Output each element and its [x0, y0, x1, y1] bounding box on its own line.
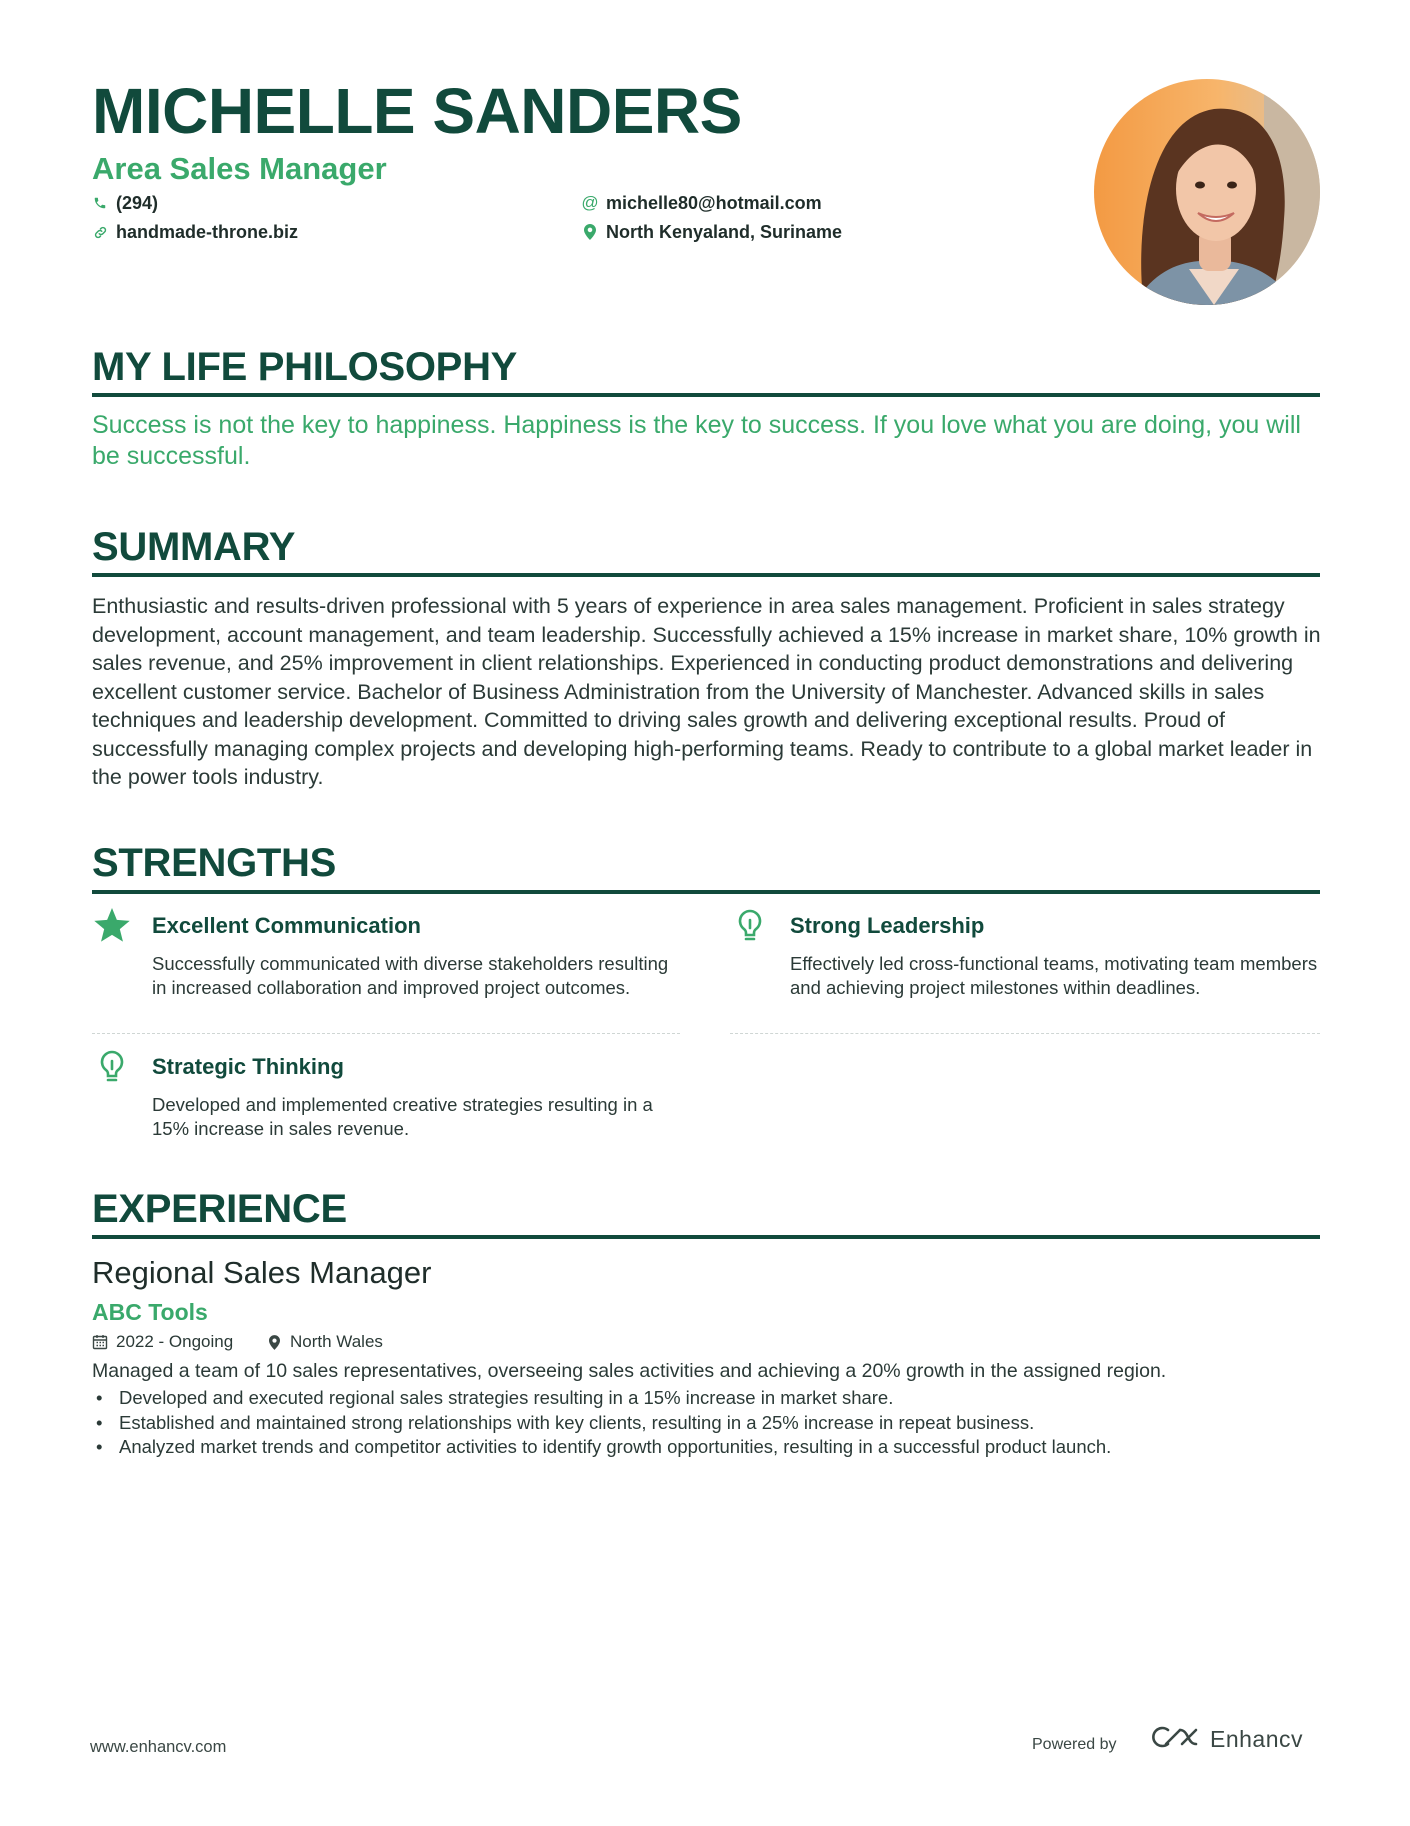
experience-title: EXPERIENCE: [92, 1187, 347, 1231]
website-value[interactable]: handmade-throne.biz: [116, 222, 299, 242]
candidate-role: Area Sales Manager: [92, 151, 387, 186]
strength-separator: [730, 1033, 1320, 1034]
strengths-title: STRENGTHS: [92, 841, 336, 885]
strength-description: Successfully communicated with diverse stakeholders resulting in increased collaboration and improved project outcomes.: [152, 953, 669, 998]
phone-icon: [92, 195, 108, 211]
strength-title: Excellent Communication: [152, 913, 421, 938]
powered-by-label: Powered by: [1032, 1736, 1117, 1753]
brand-name: Enhancv: [1210, 1726, 1304, 1752]
enhancv-logo-icon: [1152, 1724, 1200, 1755]
strength-item: [92, 908, 682, 1028]
lightbulb-icon: [92, 1049, 132, 1085]
map-pin-icon: [582, 224, 598, 240]
strength-title: Strategic Thinking: [152, 1054, 344, 1079]
at-icon: @: [581, 193, 599, 212]
contact-location: [582, 220, 842, 244]
candidate-name: MICHELLE SANDERS: [92, 75, 742, 147]
job-description: Managed a team of 10 sales representatives, overseeing sales activities and achieving a 20% growth in the assigned region.: [92, 1360, 1167, 1382]
philosophy-divider: [92, 393, 1320, 397]
list-item: • Analyzed market trends and competitor activities to identify growth opportunities, resulting in a successful product launch.: [92, 1435, 1322, 1460]
job-location: [266, 1331, 383, 1353]
summary-divider: [92, 573, 1320, 577]
list-item: • Developed and executed regional sales strategies resulting in a 15% increase in market share.: [92, 1386, 1322, 1411]
brand-logo[interactable]: [1152, 1724, 1303, 1755]
strength-description: Developed and implemented creative strategies resulting in a 15% increase in sales revenue.: [152, 1094, 653, 1139]
strengths-divider: [92, 890, 1320, 894]
philosophy-title: MY LIFE PHILOSOPHY: [92, 345, 518, 389]
job-dates-value: 2022 - Ongoing: [116, 1332, 234, 1351]
contact-email[interactable]: [582, 191, 822, 215]
star-icon: [92, 908, 132, 944]
lightbulb-icon: [730, 908, 770, 944]
phone-value: (294): [116, 193, 159, 213]
footer-url[interactable]: www.enhancv.com: [90, 1738, 227, 1756]
profile-photo: [1094, 79, 1320, 305]
job-achievements: [92, 1386, 1322, 1460]
summary-text: Enthusiastic and results-driven professional with 5 years of experience in area sales management. Proficient in sales strategy development, account management, and team leadership. Successfully achieved a 15% increase in market share, 10% growth in sales revenue, and 25% improvement in client relationships. Experienced in conducting product demonstrations and delivering excellent customer service. Bachelor of Business Administration from the University of Manchester. Advanced skills in sales techniques and leadership development. Committed to driving sales growth and delivering exceptional results. Proud of successfully managing complex projects and developing high-performing teams. Ready to contribute to a global market leader in the power tools industry.: [92, 594, 1321, 789]
job-dates: [92, 1331, 233, 1353]
list-item: • Established and maintained strong relationships with key clients, resulting in a 25% increase in repeat business.: [92, 1411, 1322, 1436]
philosophy-quote: Success is not the key to happiness. Happiness is the key to success. If you love what you are doing, you will be successful.: [92, 411, 1301, 470]
job-title: Regional Sales Manager: [92, 1255, 432, 1290]
experience-divider: [92, 1235, 1320, 1239]
location-value: North Kenyaland, Suriname: [606, 222, 843, 242]
contact-website[interactable]: [92, 220, 298, 244]
job-location-value: North Wales: [290, 1332, 383, 1351]
strength-item: [92, 1049, 682, 1149]
strength-title: Strong Leadership: [790, 913, 985, 938]
summary-title: SUMMARY: [92, 525, 296, 569]
map-pin-icon: [266, 1334, 282, 1350]
strength-separator: [92, 1033, 680, 1034]
contact-phone: [92, 191, 158, 215]
calendar-icon: [92, 1334, 108, 1350]
job-company: ABC Tools: [92, 1299, 208, 1325]
strength-description: Effectively led cross-functional teams, motivating team members and achieving project milestones within deadlines.: [790, 953, 1318, 998]
link-icon: [92, 224, 108, 240]
email-value[interactable]: michelle80@hotmail.com: [606, 193, 822, 213]
strength-item: [730, 908, 1320, 1028]
